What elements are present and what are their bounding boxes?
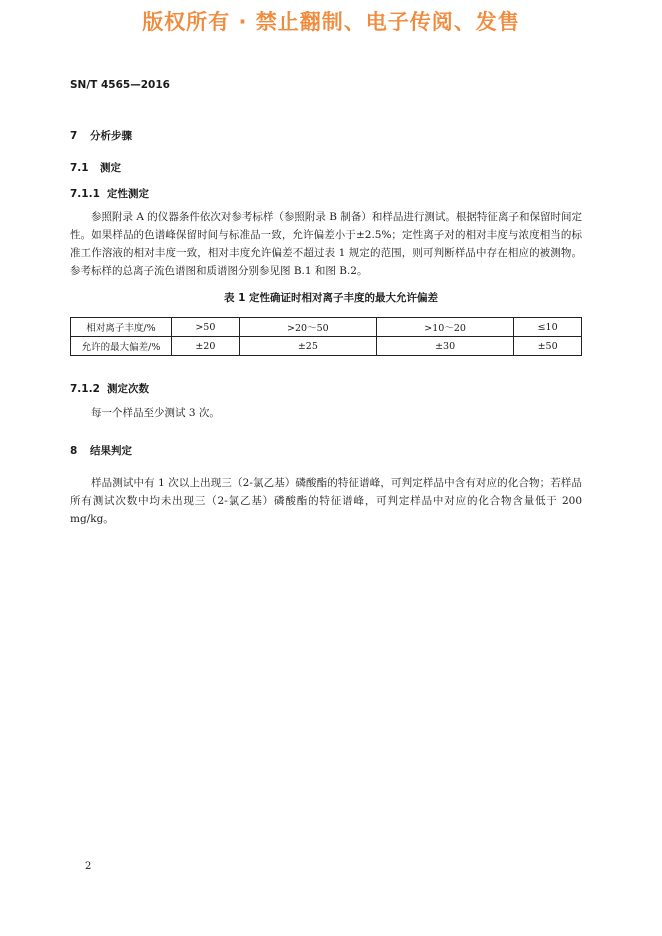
table-cell: ±25 <box>239 337 376 356</box>
section-title: 测定次数 <box>107 383 149 395</box>
section-number: 7.1 <box>70 162 89 174</box>
table-cell: >20～50 <box>239 318 376 337</box>
section-number: 7.1.2 <box>70 383 100 395</box>
section-title: 结果判定 <box>90 445 132 457</box>
table-cell: ≤10 <box>514 318 582 337</box>
table-cell: >50 <box>172 318 240 337</box>
table-row <box>71 318 582 337</box>
table-cell: ±50 <box>514 337 582 356</box>
page-number: 2 <box>85 861 92 872</box>
section-7-1-heading <box>70 160 121 175</box>
standard-number-header: SN/T 4565—2016 <box>70 79 170 91</box>
section-8-heading <box>70 443 132 458</box>
copyright-watermark: 版权所有 · 禁止翻制、电子传阅、发售 <box>142 10 520 34</box>
qualitative-paragraph: 参照附录 A 的仪器条件依次对参考标样（参照附录 B 制备）和样品进行测试。根据特征离子和保留时间定性。如果样品的色谱峰保留时间与标准品一致，允许偏差小于±2.5%；定性离子对的相对丰度与浓度相当的标准工作溶液的相对丰度一致，相对丰度允许偏差不超过表 1 规定的范围，则可判断样品中存在相应的被测物。参考标样的总离子流色谱图和质谱图分别参见图 B.1 和图 B.2。 <box>70 211 582 277</box>
table-cell: >10～20 <box>376 318 513 337</box>
section-7-1-2-heading <box>70 381 149 396</box>
section-number: 7.1.1 <box>70 188 100 200</box>
table-cell: ±20 <box>172 337 240 356</box>
table-cell: 允许的最大偏差/% <box>71 337 172 356</box>
result-judgement-paragraph: 样品测试中有 1 次以上出现三（2-氯乙基）磷酸酯的特征谱峰，可判定样品中含有对应的化合物；若样品所有测试次数中均未出现三（2-氯乙基）磷酸酯的特征谱峰，可判定样品中对应的化合物含量低于 200 mg/kg。 <box>70 477 582 525</box>
table-1-caption: 表 1 定性确证时相对离子丰度的最大允许偏差 <box>223 292 439 304</box>
section-title: 测定 <box>100 162 121 174</box>
section-number: 8 <box>70 445 78 457</box>
section-number: 7 <box>70 130 78 142</box>
ion-abundance-table <box>70 317 582 356</box>
test-count-paragraph: 每一个样品至少测试 3 次。 <box>91 407 220 419</box>
section-7-1-1-heading <box>70 186 149 201</box>
section-7-heading <box>70 128 132 143</box>
table-row <box>71 337 582 356</box>
table-cell: ±30 <box>376 337 513 356</box>
section-title: 分析步骤 <box>90 130 132 142</box>
table-cell: 相对离子丰度/% <box>71 318 172 337</box>
section-title: 定性测定 <box>107 188 149 200</box>
